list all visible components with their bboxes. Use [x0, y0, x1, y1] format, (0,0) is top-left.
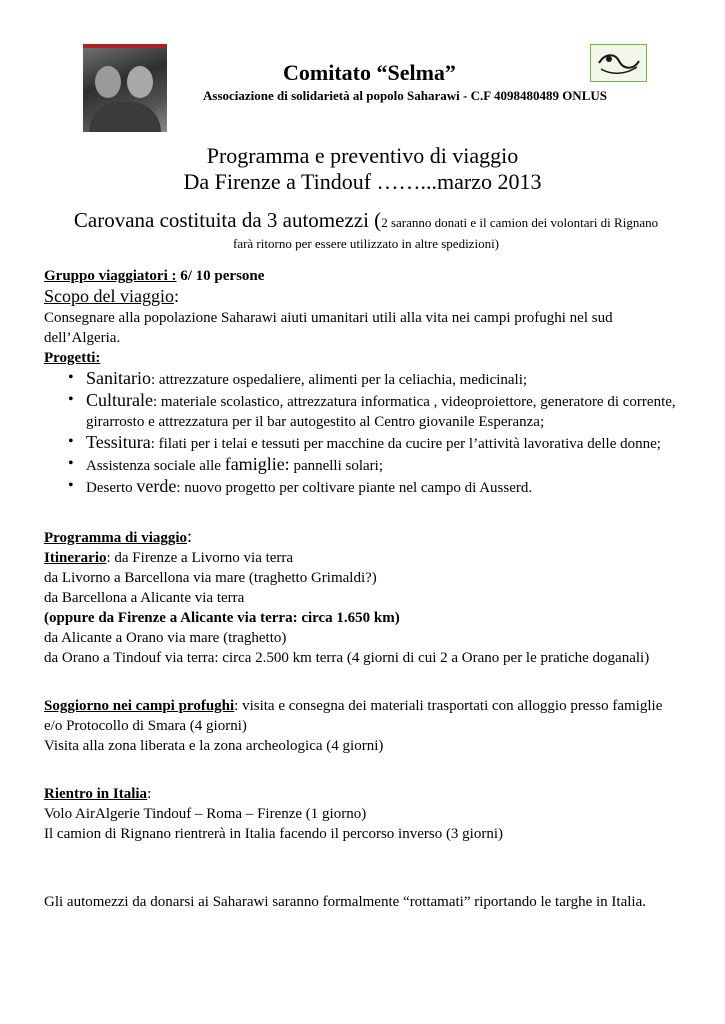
scopo-colon: : [173, 286, 179, 306]
footer-note: Gli automezzi da donarsi ai Saharawi saranno formalmente “rottamati” riportando le targhe in Italia. [44, 894, 646, 910]
itinerario-step: da Livorno a Barcellona via mare (traghetto Grimaldi?) [44, 570, 377, 586]
list-item: • Tessitura: filati per i telai e tessuti per macchine da cucire per l’attività lavorativa delle donne; [68, 432, 684, 454]
org-title: Comitato “Selma” [283, 60, 456, 85]
soggiorno-line [44, 696, 684, 736]
progetti-heading: Progetti: [44, 350, 101, 366]
rientro-line: Il camion di Rignano rientrerà in Italia facendo il percorso inverso (3 giorni) [44, 826, 504, 842]
soggiorno-text-2: Visita alla zona liberata e la zona archeologica (4 giorni) [44, 738, 384, 754]
gruppo-line [44, 266, 684, 286]
itinerario-alternative: (oppure da Firenze a Alicante via terra: circa 1.650 km) [44, 610, 400, 626]
soggiorno-label: Soggiorno nei campi profughi [44, 698, 235, 714]
document-body [44, 266, 684, 912]
progetti-list [44, 368, 684, 498]
itinerario-line [44, 548, 684, 568]
scopo-label: Scopo del viaggio [44, 286, 174, 306]
children-photo [83, 44, 167, 132]
rientro-colon: : [147, 786, 152, 802]
rientro-heading [44, 784, 684, 804]
selma-logo [590, 44, 647, 82]
document-subtitle: Da Firenze a Tindouf ……...marzo 2013 [183, 169, 542, 194]
gruppo-label: Gruppo viaggiatori : [44, 268, 177, 284]
scopo-heading [44, 286, 684, 308]
carovana-detail-2: farà ritorno per essere utilizzato in altre spedizioni) [232, 236, 500, 251]
carovana-lead: Carovana costituita da 3 automezzi ( [73, 208, 382, 232]
itinerario-first: : da Firenze a Livorno via terra [106, 550, 294, 566]
itinerario-label: Itinerario [44, 550, 107, 566]
itinerario-step: da Orano a Tindouf via terra: circa 2.500 km terra (4 giorni di cui 2 a Orano per le pratiche doganali) [44, 650, 650, 666]
carovana-description [46, 208, 686, 253]
document-title: Programma e preventivo di viaggio [206, 143, 519, 168]
itinerario-step: da Barcellona a Alicante via terra [44, 590, 245, 606]
programma-heading [44, 526, 684, 548]
itinerario-step: da Alicante a Orano via mare (traghetto) [44, 630, 287, 646]
list-item: • Culturale: materiale scolastico, attrezzatura informatica , videoproiettore, generatore di corrente, girarrosto e attrezzatura per il bar autogestito al Centro giovanile Esperanza; [68, 390, 684, 432]
programma-label: Programma di viaggio [44, 530, 188, 546]
list-item: • Assistenza sociale alle famiglie: pannelli solari; [68, 454, 684, 476]
org-subtitle: Associazione di solidarietà al popolo Saharawi - C.F 4098480489 ONLUS [203, 88, 607, 103]
programma-colon: : [187, 526, 193, 546]
scopo-text: Consegnare alla popolazione Saharawi aiuti umanitari utili alla vita nei campi profughi nel sud dell’Algeria. [44, 310, 613, 346]
list-item: • Deserto verde: nuovo progetto per coltivare piante nel campo di Ausserd. [68, 476, 684, 498]
gruppo-value: 6/ 10 persone [176, 268, 265, 284]
rientro-line: Volo AirAlgerie Tindouf – Roma – Firenze (1 giorno) [44, 806, 367, 822]
rientro-label: Rientro in Italia [44, 786, 148, 802]
list-item: • Sanitario: attrezzature ospedaliere, alimenti per la celiachia, medicinali; [68, 368, 684, 390]
soggiorno-text: : visita e consegna dei materiali trasportati con alloggio presso famiglie e/o Protocollo di Smara (4 giorni) [44, 698, 663, 734]
carovana-detail: 2 saranno donati e il camion dei volontari di Rignano [381, 215, 659, 230]
